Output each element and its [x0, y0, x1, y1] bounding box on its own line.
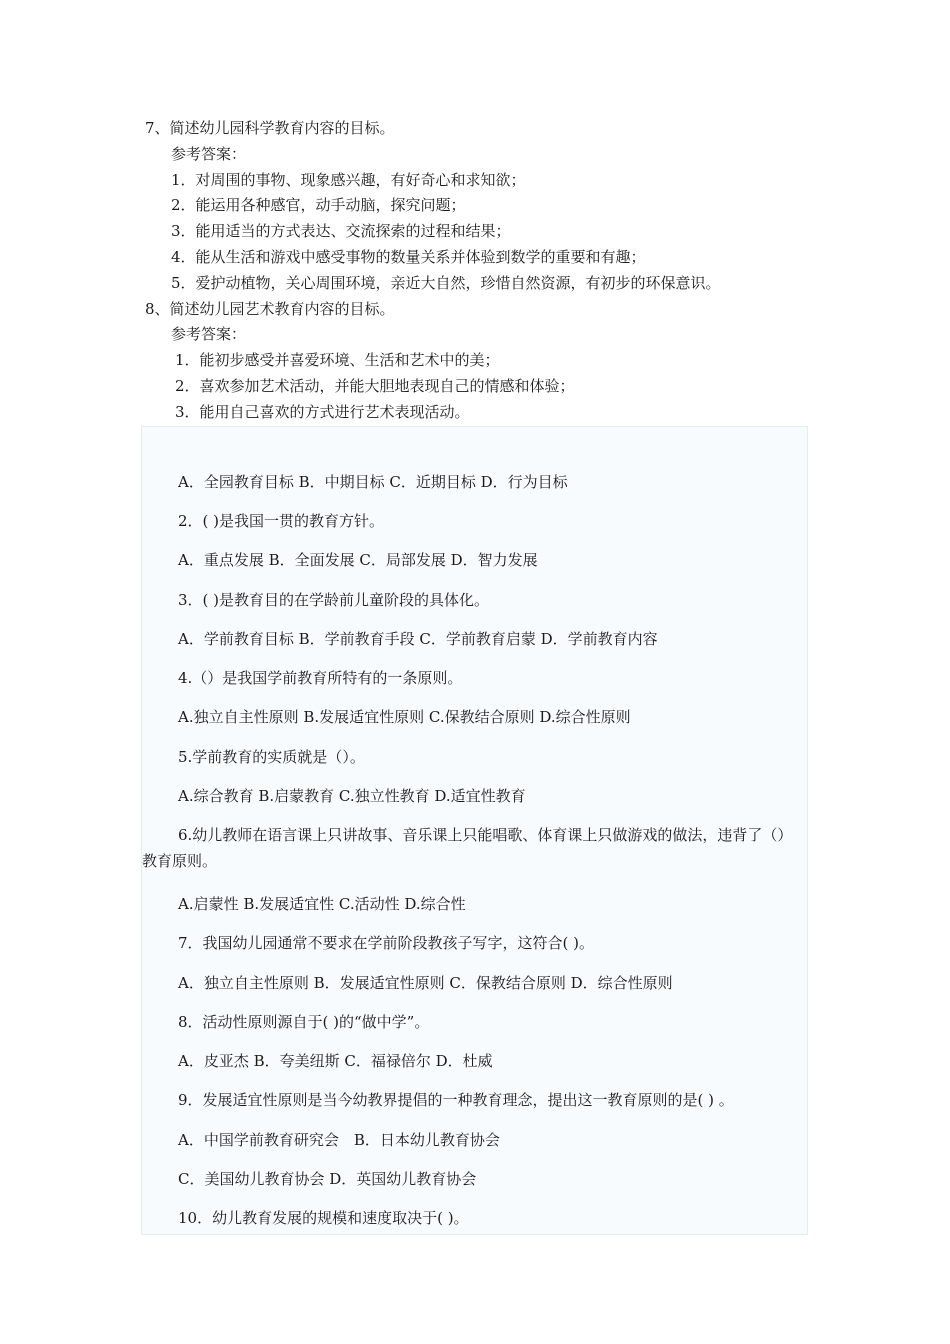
choice-line: A．全园教育目标 B．中期目标 C．近期目标 D．行为目标 [178, 473, 568, 491]
question-8-answer-item: 1．能初步感受并喜爱环境、生活和艺术中的美； [175, 351, 500, 370]
choice-line: A．学前教育目标 B．学前教育手段 C．学前教育启蒙 D．学前教育内容 [178, 630, 658, 648]
choice-line: A．独立自主性原则 B．发展适宜性原则 C．保教结合原则 D．综合性原则 [178, 974, 673, 992]
choice-line: A.综合教育 B.启蒙教育 C.独立性教育 D.适宜性教育 [178, 787, 526, 805]
question-line: 10．幼儿教育发展的规模和速度取决于( )。 [178, 1209, 469, 1227]
question-line: 3．( )是教育目的在学龄前儿童阶段的具体化。 [178, 591, 490, 609]
question-8-answer-item: 2．喜欢参加艺术活动，并能大胆地表现自己的情感和体验； [175, 376, 575, 395]
choice-line: A.启蒙性 B.发展适宜性 C.活动性 D.综合性 [178, 895, 466, 913]
question-line-wrapped [142, 822, 809, 874]
choice-line: A.独立自主性原则 B.发展适宜性原则 C.保教结合原则 D.综合性原则 [178, 708, 631, 726]
question-line: 4.（）是我国学前教育所特有的一条原则。 [178, 669, 463, 687]
question-7-reference-label: 参考答案： [171, 144, 247, 163]
exercise-box [141, 426, 808, 1235]
question-8-reference-label: 参考答案： [171, 325, 247, 344]
question-7-answer-item: 5．爱护动植物，关心周围环境，亲近大自然，珍惜自然资源，有初步的环保意识。 [171, 273, 721, 292]
question-line: 7．我国幼儿园通常不要求在学前阶段教孩子写字，这符合( )。 [178, 934, 595, 952]
question-line: 8．活动性原则源自于( )的“做中学”。 [178, 1013, 430, 1031]
choice-line: C．美国幼儿教育协会 D．英国幼儿教育协会 [178, 1170, 477, 1188]
question-8: 8、简述幼儿园艺术教育内容的目标。 [145, 299, 395, 318]
question-7: 7、简述幼儿园科学教育内容的目标。 [145, 119, 395, 137]
question-7-answer-item: 2．能运用各种感官，动手动脑，探究问题； [171, 196, 466, 215]
question-7-answer-item: 1．对周围的事物、现象感兴趣，有好奇心和求知欲； [171, 170, 526, 189]
question-7-answer-item: 4．能从生活和游戏中感受事物的数量关系并体验到数学的重要和有趣； [171, 247, 646, 266]
question-line: 9．发展适宜性原则是当今幼教界提倡的一种教育理念，提出这一教育原则的是( ) 。 [178, 1091, 734, 1109]
question-7-answer-item: 3．能用适当的方式表达、交流探索的过程和结果； [171, 222, 511, 241]
question-8-answer-item: 3．能用自己喜欢的方式进行艺术表现活动。 [175, 402, 470, 421]
answer-section [145, 116, 845, 426]
question-6-text: 6.幼儿教师在语言课上只讲故事、音乐课上只能唱歌、体育课上只做游戏的做法，违背了（）教育原则。 [142, 826, 793, 870]
choice-line: A．重点发展 B．全面发展 C．局部发展 D．智力发展 [178, 551, 538, 569]
question-line: 2．( )是我国一贯的教育方针。 [178, 512, 385, 530]
choice-line: A．中国学前教育研究会 B．日本幼儿教育协会 [178, 1131, 500, 1149]
choice-line: A．皮亚杰 B．夸美纽斯 C．福禄倍尔 D．杜威 [178, 1052, 493, 1070]
question-line: 5.学前教育的实质就是（）。 [178, 748, 365, 766]
